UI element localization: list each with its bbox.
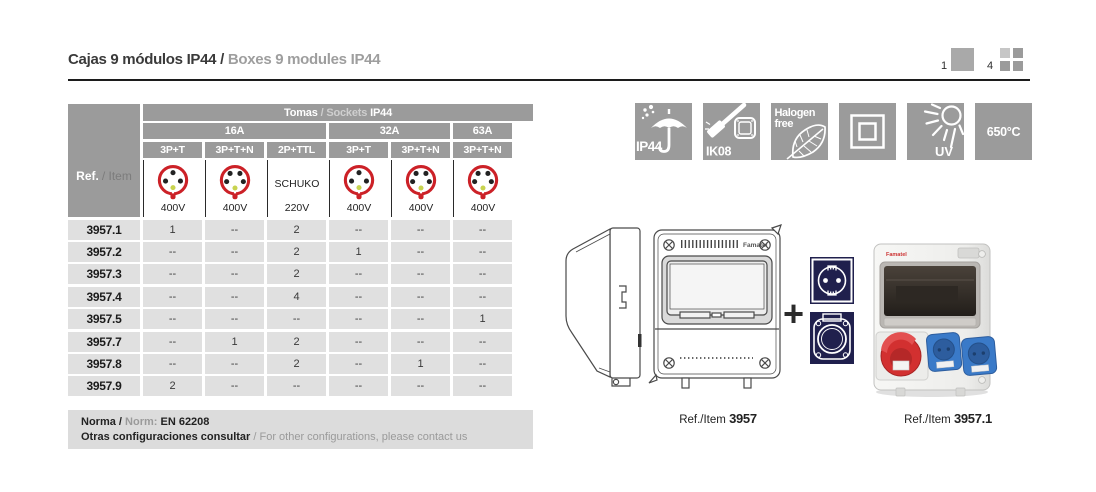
config-cell: --	[453, 220, 512, 240]
module-count-quad: 4	[987, 60, 994, 72]
config-cell: --	[329, 309, 388, 329]
config-cell: --	[143, 264, 202, 284]
class-ii-icon	[839, 103, 896, 160]
config-cell: --	[205, 242, 264, 262]
config-cell: --	[143, 309, 202, 329]
config-cell: --	[329, 376, 388, 396]
config-cell: --	[391, 332, 450, 352]
ik08-icon	[703, 103, 760, 160]
config-cell: 1	[329, 242, 388, 262]
config-cell: --	[143, 242, 202, 262]
config-cell: --	[205, 287, 264, 307]
config-cell: --	[329, 354, 388, 374]
row-ref: 3957.4	[68, 287, 140, 307]
config-cell: --	[205, 264, 264, 284]
norm-note	[68, 410, 533, 449]
row-ref: 3957.7	[68, 332, 140, 352]
amp-group-63a: 63A	[453, 123, 512, 139]
socket-cell-32a-3pt	[329, 160, 388, 217]
config-cell: 2	[267, 332, 326, 352]
plus-icon: +	[783, 293, 805, 334]
pole-header: 2P+TTL	[267, 142, 326, 158]
config-cell: --	[205, 220, 264, 240]
config-cell: --	[453, 354, 512, 374]
config-cell: --	[329, 220, 388, 240]
svg-text:free: free	[774, 118, 794, 130]
row-ref: 3957.2	[68, 242, 140, 262]
schuko-socket-tile	[810, 257, 854, 304]
ip44-icon	[635, 103, 692, 160]
config-cell: 4	[267, 287, 326, 307]
cee-socket-4pin-icon	[153, 162, 193, 202]
config-cell: --	[391, 242, 450, 262]
config-cell: 2	[267, 354, 326, 374]
product-photo	[866, 238, 1006, 402]
cee-socket-4pin-icon	[339, 162, 379, 202]
config-cell: --	[329, 264, 388, 284]
voltage-label: 220V	[284, 202, 310, 215]
voltage-label: 400V	[470, 202, 496, 215]
page-title-es: Cajas 9 módulos IP44	[68, 51, 217, 68]
config-cell: 2	[267, 220, 326, 240]
row-ref: 3957.8	[68, 354, 140, 374]
svg-text:IK08: IK08	[706, 144, 732, 159]
config-cell: --	[205, 376, 264, 396]
svg-text:650°C: 650°C	[986, 125, 1021, 139]
caption-ref-3957: Ref./Item 3957	[679, 411, 757, 426]
config-cell: --	[391, 376, 450, 396]
red-cee-socket	[876, 332, 928, 380]
amp-group-32a: 32A	[329, 123, 450, 139]
config-cell: --	[453, 242, 512, 262]
quad-module-icon	[1000, 48, 1023, 71]
enclosure-drawing	[556, 224, 791, 394]
config-cell: --	[453, 264, 512, 284]
schuko-label: SCHUKO	[274, 178, 320, 191]
uv-icon	[907, 103, 964, 160]
voltage-label: 400V	[408, 202, 434, 215]
sockets-header: Tomas / Sockets IP44	[143, 104, 533, 121]
halogen-free-icon	[771, 103, 828, 160]
config-note-line: Otras configuraciones consultar / For other configurations, please contact us	[81, 430, 468, 443]
voltage-label: 400V	[346, 202, 372, 215]
svg-text:IP44: IP44	[636, 139, 662, 154]
single-module-icon	[951, 48, 974, 71]
voltage-label: 400V	[160, 202, 186, 215]
config-cell: --	[143, 287, 202, 307]
cee-socket-5pin-icon	[215, 162, 255, 202]
voltage-label: 400V	[222, 202, 248, 215]
config-cell: --	[391, 287, 450, 307]
pole-header: 3P+T+N	[453, 142, 512, 158]
norm-line: Norma / Norm: EN 62208	[81, 416, 210, 428]
svg-text:Halogen: Halogen	[774, 107, 816, 119]
cee-socket-5pin-icon	[401, 162, 441, 202]
config-cell: 2	[267, 264, 326, 284]
config-cell: --	[329, 332, 388, 352]
config-cell: --	[453, 376, 512, 396]
glow-wire-650c-icon	[975, 103, 1032, 160]
amp-group-16a: 16A	[143, 123, 326, 139]
config-cell: --	[143, 354, 202, 374]
socket-cell-16a-3pt	[143, 160, 202, 217]
config-cell: --	[329, 287, 388, 307]
config-cell: --	[143, 332, 202, 352]
config-cell: --	[391, 309, 450, 329]
config-cell: --	[391, 220, 450, 240]
blue-schuko-socket	[961, 336, 997, 376]
config-cell: 2	[267, 242, 326, 262]
page-title: Cajas 9 módulos IP44 / Boxes 9 modules IP44	[68, 51, 381, 68]
config-cell: --	[453, 287, 512, 307]
enclosure-front-view	[649, 225, 781, 388]
config-cell: --	[205, 354, 264, 374]
config-cell: --	[391, 264, 450, 284]
config-cell: --	[267, 376, 326, 396]
brand-label: Famatel	[886, 252, 907, 258]
config-cell: 2	[143, 376, 202, 396]
svg-text:UV: UV	[935, 144, 954, 159]
pole-header: 3P+T+N	[391, 142, 450, 158]
module-count-single: 1	[941, 60, 948, 72]
certification-badges	[635, 103, 1032, 160]
row-ref: 3957.9	[68, 376, 140, 396]
config-cell: 1	[391, 354, 450, 374]
socket-cell-16a-3ptn	[205, 160, 264, 217]
pole-header: 3P+T	[143, 142, 202, 158]
socket-cell-32a-3ptn	[391, 160, 450, 217]
cee-socket-5pin-icon	[463, 162, 503, 202]
ref-item-header: Ref. / Item	[68, 104, 140, 217]
config-cell: --	[453, 332, 512, 352]
cee-socket-tile	[810, 312, 854, 364]
socket-cell-63a-3ptn	[453, 160, 512, 217]
row-ref: 3957.1	[68, 220, 140, 240]
brand-label: Famatel	[743, 242, 768, 249]
config-cell: 1	[453, 309, 512, 329]
config-cell: 1	[205, 332, 264, 352]
config-cell: --	[267, 309, 326, 329]
blue-schuko-socket	[926, 332, 962, 372]
socket-cell-schuko	[267, 160, 326, 217]
enclosure-side-view	[566, 228, 642, 386]
pole-header: 3P+T	[329, 142, 388, 158]
config-cell: 1	[143, 220, 202, 240]
page-title-en: Boxes 9 modules IP44	[227, 51, 381, 68]
row-ref: 3957.5	[68, 309, 140, 329]
header-rule	[68, 79, 1030, 81]
caption-ref-3957-1: Ref./Item 3957.1	[904, 411, 992, 426]
pole-header: 3P+T+N	[205, 142, 264, 158]
row-ref: 3957.3	[68, 264, 140, 284]
config-cell: --	[205, 309, 264, 329]
configurations-table	[68, 104, 512, 396]
